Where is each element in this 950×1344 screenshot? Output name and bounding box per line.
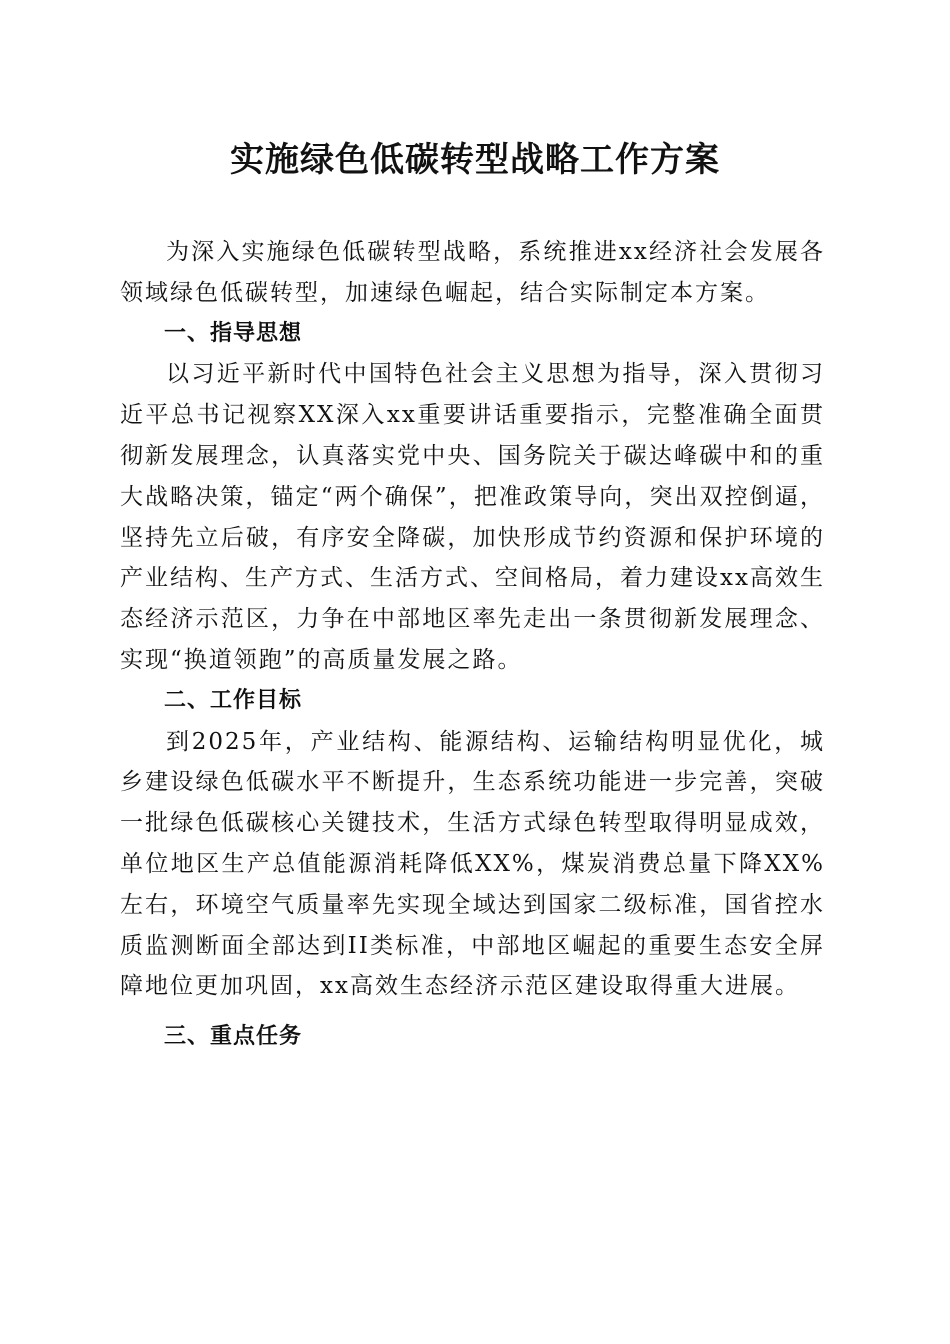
document-title: 实施绿色低碳转型战略工作方案 (230, 140, 720, 180)
section-heading-guiding-ideology: 一、指导思想 (164, 320, 303, 346)
document-body (120, 232, 825, 1058)
section-body-work-goals: 到2025年，产业结构、能源结构、运输结构明显优化，城乡建设绿色低碳水平不断提升，生态系统功能进一步完善，突破一批绿色低碳核心关键技术，生活方式绿色转型取得明显成效，单位地区生产总值能源消耗降低XX%，煤炭消费总量下降XX%左右，环境空气质量率先实现全域达到国家二级标准，国省控水质监测断面全部达到II类标准，中部地区崛起的重要生态安全屏障地位更加巩固，xx高效生态经济示范区建设取得重大进展。 (120, 728, 825, 1000)
section-heading-work-goals: 二、工作目标 (164, 687, 303, 713)
section-heading-key-tasks: 三、重点任务 (164, 1024, 303, 1050)
intro-paragraph: 为深入实施绿色低碳转型战略，系统推进xx经济社会发展各领域绿色低碳转型，加速绿色崛起，结合实际制定本方案。 (120, 239, 825, 306)
section-body-guiding-ideology: 以习近平新时代中国特色社会主义思想为指导，深入贯彻习近平总书记视察XX深入xx重要讲话重要指示，完整准确全面贯彻新发展理念，认真落实党中央、国务院关于碳达峰碳中和的重大战略决策，锚定“两个确保”，把准政策导向，突出双控倒逼，坚持先立后破，有序安全降碳，加快形成节约资源和保护环境的产业结构、生产方式、生活方式、空间格局，着力建设xx高效生态经济示范区，力争在中部地区率先走出一条贯彻新发展理念、实现“换道领跑”的高质量发展之路。 (120, 361, 825, 673)
